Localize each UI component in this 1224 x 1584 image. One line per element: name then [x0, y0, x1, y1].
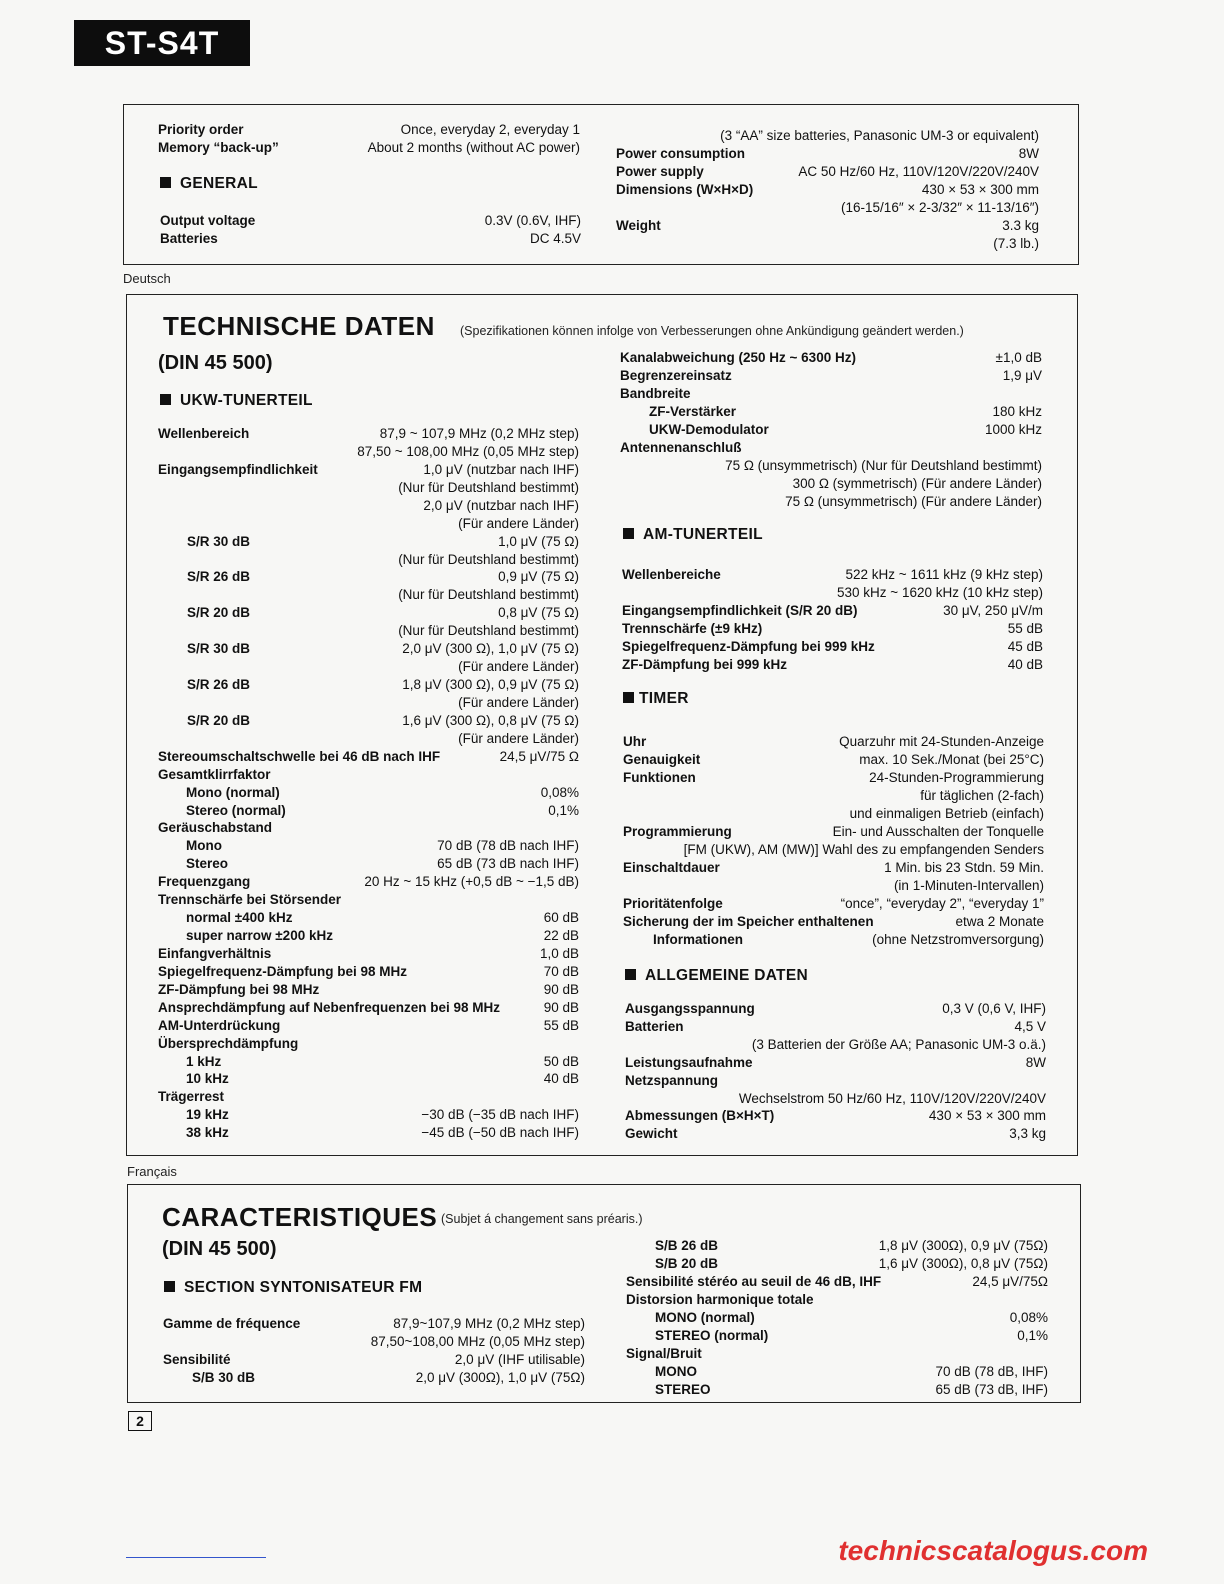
spec-value: 0,9 μV (75 Ω): [498, 569, 579, 585]
spec-row: [622, 566, 1043, 584]
spec-label: S/R 20 dB: [187, 712, 251, 728]
spec-row: [158, 748, 579, 766]
spec-row: [158, 873, 579, 891]
spec-value: 70 dB (78 dB, IHF): [935, 1364, 1048, 1379]
fm-heading: [164, 1278, 422, 1298]
square-bullet-icon: [164, 1281, 175, 1292]
spec-row: [186, 1070, 579, 1088]
spec-row: [623, 913, 1044, 931]
spec-continuation: 2,0 μV (nutzbar nach IHF): [423, 497, 579, 513]
spec-label: Wellenbereiche: [622, 567, 721, 582]
spec-value: 24,5 μV/75 Ω: [499, 748, 579, 764]
spec-row: [649, 421, 1042, 439]
spec-row: [160, 212, 581, 230]
spec-row: [655, 1309, 1048, 1327]
spec-row: [625, 1018, 1046, 1036]
spec-row: [655, 1363, 1048, 1381]
spec-value: 20 Hz ~ 15 kHz (+0,5 dB ~ −1,5 dB): [364, 874, 579, 890]
spec-label: UKW-Demodulator: [649, 422, 769, 437]
spec-label: Leistungsaufnahme: [625, 1054, 753, 1070]
spec-continuation: (Nur für Deutshland bestimmt): [398, 623, 579, 639]
page-number: 2: [128, 1411, 152, 1431]
spec-label: Sensibilité: [163, 1352, 231, 1367]
ukw-heading-label: UKW-TUNERTEIL: [180, 392, 313, 409]
general-heading-label: GENERAL: [180, 175, 258, 192]
spec-value: 430 × 53 × 300 mm: [928, 1108, 1046, 1124]
spec-value: (ohne Netzstromversorgung): [872, 932, 1044, 947]
spec-row: [623, 751, 1044, 769]
spec-row: [616, 181, 1039, 199]
spec-label: Ansprechdämpfung auf Nebenfrequenzen bei 98 MHz: [158, 999, 501, 1015]
spec-value: 55 dB: [543, 1017, 579, 1033]
spec-row: [622, 638, 1043, 656]
spec-value: 1 Min. bis 23 Stdn. 59 Min.: [884, 860, 1044, 875]
spec-label: S/B 30 dB: [192, 1370, 256, 1385]
spec-label: MONO: [655, 1364, 697, 1379]
francais-subtitle: (DIN 45 500): [162, 1238, 277, 1260]
spec-label: S/R 26 dB: [187, 569, 251, 585]
spec-value: 4,5 V: [1014, 1018, 1046, 1034]
spec-label: Stereo (normal): [186, 802, 286, 818]
spec-value: 2,0 μV (300Ω), 1,0 μV (75Ω): [415, 1370, 585, 1385]
spec-value: 24,5 μV/75Ω: [972, 1274, 1048, 1289]
spec-label: normal ±400 kHz: [186, 910, 293, 926]
timer-heading-label: TIMER: [639, 690, 689, 707]
spec-continuation: (3 “AA” size batteries, Panasonic UM-3 or equivalent): [720, 128, 1039, 143]
spec-row: [620, 349, 1042, 367]
spec-label: Stereoumschaltschwelle bei 46 dB nach IHF: [158, 748, 441, 764]
spec-row: [187, 676, 579, 694]
spec-label: AM-Unterdrückung: [158, 1017, 281, 1033]
spec-value: 65 dB (73 dB nach IHF): [437, 856, 579, 872]
spec-row: [187, 568, 579, 586]
spec-value: AC 50 Hz/60 Hz, 110V/120V/220V/240V: [798, 164, 1039, 179]
spec-value: 1,9 μV: [1002, 368, 1042, 383]
square-bullet-icon: [160, 177, 171, 188]
francais-title: CARACTERISTIQUES: [162, 1202, 438, 1232]
spec-row: [625, 1125, 1046, 1143]
general-heading: [160, 174, 258, 194]
spec-row: [158, 981, 579, 999]
spec-row: [626, 1273, 1048, 1291]
spec-label: Uhr: [623, 734, 647, 749]
spec-label: Eingangsempfindlichkeit (S/R 20 dB): [622, 603, 858, 618]
spec-continuation: 300 Ω (symmetrisch) (Für andere Länder): [792, 476, 1042, 491]
spec-value: 180 kHz: [992, 404, 1042, 419]
spec-row: [625, 1107, 1046, 1125]
spec-value: 1,6 μV (300 Ω), 0,8 μV (75 Ω): [402, 712, 579, 728]
spec-row: [187, 712, 579, 730]
spec-continuation: (Für andere Länder): [458, 730, 579, 746]
spec-value: 8W: [1018, 146, 1039, 161]
spec-label: Gesamtklirrfaktor: [158, 766, 271, 782]
spec-value: ±1,0 dB: [995, 350, 1042, 365]
square-bullet-icon: [623, 692, 634, 703]
spec-label: Distorsion harmonique totale: [626, 1292, 814, 1307]
spec-value: 430 × 53 × 300 mm: [921, 182, 1039, 197]
spec-row: [158, 121, 580, 139]
spec-value: 0.3V (0.6V, IHF): [484, 213, 581, 228]
spec-label: Batterien: [625, 1018, 684, 1034]
spec-label: Mono (normal): [186, 784, 280, 800]
spec-value: 2,0 μV (300 Ω), 1,0 μV (75 Ω): [402, 641, 579, 657]
spec-label: Eingangsempfindlichkeit: [158, 461, 318, 477]
fm-heading-label: SECTION SYNTONISATEUR FM: [184, 1279, 423, 1296]
spec-row: [655, 1327, 1048, 1345]
spec-row: [655, 1381, 1048, 1399]
spec-value: “once”, “everyday 2”, “everyday 1”: [840, 896, 1044, 911]
spec-label: Trennschärfe bei Störsender: [158, 892, 342, 908]
spec-continuation: 87,50~108,00 MHz (0,05 MHz step): [370, 1334, 585, 1349]
spec-value: 522 kHz ~ 1611 kHz (9 kHz step): [845, 567, 1043, 582]
spec-label: Übersprechdämpfung: [158, 1035, 299, 1051]
spec-row: [623, 733, 1044, 751]
allg-heading-label: ALLGEMEINE DATEN: [645, 967, 808, 984]
spec-value: 1000 kHz: [984, 422, 1042, 437]
spec-row: [158, 1017, 579, 1035]
spec-value: 24-Stunden-Programmierung: [869, 770, 1044, 785]
spec-row: [186, 784, 579, 802]
spec-label: Ausgangsspannung: [625, 1001, 755, 1016]
spec-continuation: (Nur für Deutshland bestimmt): [398, 479, 579, 495]
square-bullet-icon: [625, 969, 636, 980]
spec-row: [626, 1345, 1048, 1363]
spec-label: Memory “back-up”: [158, 140, 279, 155]
spec-row: [163, 1351, 585, 1369]
spec-row: [655, 1255, 1048, 1273]
spec-label: Trägerrest: [158, 1089, 225, 1105]
spec-label: Antennenanschluß: [620, 440, 742, 455]
spec-row: [186, 1106, 579, 1124]
spec-label: Funktionen: [623, 770, 696, 785]
spec-value: 1,0 μV (75 Ω): [498, 533, 579, 549]
spec-row: [625, 1000, 1046, 1018]
spec-row: [158, 1088, 579, 1106]
spec-row: [649, 403, 1042, 421]
spec-continuation: (Für andere Länder): [458, 694, 579, 710]
spec-row: [163, 1315, 585, 1333]
spec-row: [158, 1035, 579, 1053]
spec-label: Weight: [616, 218, 661, 233]
spec-value: 40 dB: [543, 1071, 579, 1087]
allg-heading: [625, 966, 808, 986]
spec-row: [623, 769, 1044, 787]
spec-value: 70 dB (78 dB nach IHF): [437, 838, 579, 854]
spec-row: [186, 802, 579, 820]
spec-label: ZF-Verstärker: [649, 404, 737, 419]
spec-row: [186, 855, 579, 873]
spec-label: Power supply: [616, 164, 704, 179]
spec-value: 50 dB: [543, 1053, 579, 1069]
spec-value: 60 dB: [543, 910, 579, 926]
spec-label: S/R 30 dB: [187, 533, 251, 549]
spec-continuation: [FM (UKW), AM (MW)] Wahl des zu empfangenden Senders: [683, 842, 1044, 857]
spec-value: About 2 months (without AC power): [367, 140, 580, 155]
spec-row: [186, 909, 579, 927]
spec-row: [623, 823, 1044, 841]
square-bullet-icon: [160, 394, 171, 405]
spec-label: Priority order: [158, 122, 244, 137]
spec-value: DC 4.5V: [529, 231, 581, 246]
spec-value: 87,9 ~ 107,9 MHz (0,2 MHz step): [379, 426, 579, 441]
spec-continuation: (7.3 lb.): [993, 236, 1039, 251]
spec-value: 40 dB: [1007, 657, 1043, 672]
francais-section-label: Français: [127, 1164, 177, 1179]
spec-label: Stereo: [186, 856, 229, 872]
spec-continuation: (Für andere Länder): [458, 515, 579, 531]
spec-label: STEREO (normal): [655, 1328, 769, 1343]
spec-row: [625, 1072, 1046, 1090]
spec-label: S/R 30 dB: [187, 641, 251, 657]
spec-value: 3.3 kg: [1002, 218, 1039, 233]
spec-row: [186, 1124, 579, 1142]
spec-continuation: 87,50 ~ 108,00 MHz (0,05 MHz step): [357, 443, 579, 459]
deutsch-title: TECHNISCHE DATEN: [163, 311, 435, 341]
spec-label: Programmierung: [623, 824, 732, 839]
spec-row: [160, 230, 581, 248]
spec-row: [616, 217, 1039, 235]
spec-label: 38 kHz: [186, 1125, 229, 1141]
spec-row: [653, 931, 1044, 949]
timer-heading: [623, 689, 689, 709]
spec-value: Quarzuhr mit 24-Stunden-Anzeige: [839, 734, 1044, 749]
spec-value: 0,1%: [1017, 1328, 1048, 1343]
spec-label: STEREO: [655, 1382, 711, 1397]
francais-note: (Subjet á changement sans préaris.): [441, 1212, 643, 1226]
spec-label: Genauigkeit: [623, 752, 701, 767]
ukw-heading: [160, 391, 313, 411]
spec-label: S/R 20 dB: [187, 605, 251, 621]
spec-row: [158, 425, 579, 443]
spec-label: Begrenzereinsatz: [620, 368, 732, 383]
spec-value: max. 10 Sek./Monat (bei 25°C): [859, 752, 1044, 767]
spec-label: Netzspannung: [625, 1072, 718, 1088]
spec-label: Dimensions (W×H×D): [616, 182, 754, 197]
spec-label: Informationen: [653, 932, 743, 947]
spec-label: super narrow ±200 kHz: [186, 928, 333, 944]
spec-label: Abmessungen (B×H×T): [625, 1108, 775, 1124]
spec-value: 3,3 kg: [1009, 1126, 1046, 1142]
spec-value: 1,8 μV (300 Ω), 0,9 μV (75 Ω): [402, 677, 579, 693]
spec-value: Once, everyday 2, everyday 1: [400, 122, 580, 137]
spec-value: Ein- und Ausschalten der Tonquelle: [832, 824, 1044, 839]
spec-row: [187, 604, 579, 622]
deutsch-subtitle: (DIN 45 500): [158, 352, 273, 374]
spec-label: 19 kHz: [186, 1107, 229, 1123]
spec-value: 1,8 μV (300Ω), 0,9 μV (75Ω): [878, 1238, 1048, 1253]
spec-row: [620, 367, 1042, 385]
spec-label: Prioritätenfolge: [623, 896, 723, 911]
watermark-link[interactable]: technicscatalogus.com: [838, 1535, 1148, 1566]
spec-label: Wellenbereich: [158, 426, 250, 441]
spec-label: Geräuschabstand: [158, 820, 273, 836]
spec-value: −45 dB (−50 dB nach IHF): [421, 1125, 579, 1141]
spec-value: 0,8 μV (75 Ω): [498, 605, 579, 621]
spec-label: Sicherung der im Speicher enthaltenen: [623, 914, 874, 929]
spec-continuation: 530 kHz ~ 1620 kHz (10 kHz step): [837, 585, 1043, 600]
model-badge: ST-S4T: [74, 20, 250, 66]
spec-value: 1,0 μV (nutzbar nach IHF): [423, 461, 579, 477]
spec-label: 10 kHz: [186, 1071, 229, 1087]
spec-row: [186, 837, 579, 855]
spec-row: [616, 163, 1039, 181]
spec-continuation: (Für andere Länder): [458, 659, 579, 675]
spec-label: ZF-Dämpfung bei 999 kHz: [622, 657, 788, 672]
spec-continuation: für täglichen (2-fach): [920, 788, 1044, 803]
spec-value: 0,08%: [540, 784, 579, 800]
spec-value: 0,1%: [548, 802, 579, 818]
spec-row: [158, 766, 579, 784]
spec-label: Spiegelfrequenz-Dämpfung bei 999 kHz: [622, 639, 875, 654]
spec-row: [186, 1053, 579, 1071]
spec-value: 90 dB: [543, 999, 579, 1015]
spec-row: [192, 1369, 585, 1387]
spec-label: Signal/Bruit: [626, 1346, 702, 1361]
spec-label: Bandbreite: [620, 386, 691, 401]
am-heading-label: AM-TUNERTEIL: [643, 526, 763, 543]
spec-value: 55 dB: [1007, 621, 1043, 636]
spec-continuation: und einmaligen Betrieb (einfach): [849, 806, 1044, 821]
spec-value: etwa 2 Monate: [955, 914, 1044, 929]
spec-label: Trennschärfe (±9 kHz): [622, 621, 763, 636]
spec-continuation: Wechselstrom 50 Hz/60 Hz, 110V/120V/220V/240V: [738, 1090, 1046, 1106]
spec-label: Spiegelfrequenz-Dämpfung bei 98 MHz: [158, 963, 408, 979]
spec-row: [626, 1291, 1048, 1309]
spec-value: −30 dB (−35 dB nach IHF): [421, 1107, 579, 1123]
spec-label: Gamme de fréquence: [163, 1316, 301, 1331]
spec-value: 2,0 μV (IHF utilisable): [454, 1352, 585, 1367]
spec-value: 1,0 dB: [539, 945, 579, 961]
spec-continuation: (16-15/16″ × 2-3/32″ × 11-13/16″): [841, 200, 1039, 215]
spec-row: [158, 139, 580, 157]
spec-row: [622, 656, 1043, 674]
spec-value: 8W: [1025, 1054, 1046, 1070]
spec-row: [158, 891, 579, 909]
spec-row: [625, 1054, 1046, 1072]
spec-value: 30 μV, 250 μV/m: [943, 603, 1043, 618]
square-bullet-icon: [623, 528, 634, 539]
spec-continuation: 75 Ω (unsymmetrisch) (Nur für Deutshland bestimmt): [725, 458, 1042, 473]
spec-label: S/B 20 dB: [655, 1256, 719, 1271]
spec-label: MONO (normal): [655, 1310, 755, 1325]
spec-row: [620, 385, 1042, 403]
spec-value: 1,6 μV (300Ω), 0,8 μV (75Ω): [878, 1256, 1048, 1271]
spec-label: Frequenzgang: [158, 874, 251, 890]
spec-row: [158, 819, 579, 837]
spec-label: Power consumption: [616, 146, 746, 161]
spec-row: [622, 620, 1043, 638]
spec-continuation: (in 1-Minuten-Intervallen): [893, 878, 1044, 893]
spec-row: [655, 1237, 1048, 1255]
spec-row: [158, 963, 579, 981]
spec-value: 45 dB: [1007, 639, 1043, 654]
spec-label: Sensibilité stéréo au seuil de 46 dB, IHF: [626, 1274, 882, 1289]
spec-value: 70 dB: [543, 963, 579, 979]
spec-continuation: 75 Ω (unsymmetrisch) (Für andere Länder): [785, 494, 1042, 509]
spec-row: [620, 439, 1042, 457]
spec-row: [623, 895, 1044, 913]
spec-continuation: (Nur für Deutshland bestimmt): [398, 551, 579, 567]
spec-row: [623, 859, 1044, 877]
spec-label: S/R 26 dB: [187, 677, 251, 693]
spec-continuation: (Nur für Deutshland bestimmt): [398, 587, 579, 603]
spec-label: ZF-Dämpfung bei 98 MHz: [158, 981, 320, 997]
spec-value: 90 dB: [543, 981, 579, 997]
spec-row: [158, 945, 579, 963]
am-heading: [623, 525, 763, 545]
spec-label: Kanalabweichung (250 Hz ~ 6300 Hz): [620, 350, 856, 365]
spec-label: Gewicht: [625, 1126, 678, 1142]
spec-value: 0,3 V (0,6 V, IHF): [942, 1001, 1046, 1016]
spec-value: 0,08%: [1009, 1310, 1048, 1325]
spec-value: 65 dB (73 dB, IHF): [935, 1382, 1048, 1397]
spec-label: Mono: [186, 838, 222, 854]
deutsch-note: (Spezifikationen können infolge von Verbesserungen ohne Ankündigung geändert werden.): [460, 324, 964, 338]
spec-value: 22 dB: [543, 928, 579, 944]
spec-label: Einfangverhältnis: [158, 945, 272, 961]
spec-row: [187, 533, 579, 551]
spec-label: 1 kHz: [186, 1053, 222, 1069]
spec-row: [186, 927, 579, 945]
spec-row: [622, 602, 1043, 620]
spec-label: S/B 26 dB: [655, 1238, 719, 1253]
spec-label: Output voltage: [160, 213, 256, 228]
spec-label: Batteries: [160, 231, 218, 246]
spec-row: [158, 999, 579, 1017]
spec-continuation: (3 Batterien der Größe AA; Panasonic UM-3 o.ä.): [751, 1036, 1046, 1052]
spec-row: [158, 461, 579, 479]
link-underline: [126, 1557, 266, 1558]
spec-label: Einschaltdauer: [623, 860, 720, 875]
spec-row: [616, 145, 1039, 163]
deutsch-section-label: Deutsch: [123, 271, 171, 286]
spec-value: 87,9~107,9 MHz (0,2 MHz step): [393, 1316, 585, 1331]
spec-row: [187, 640, 579, 658]
